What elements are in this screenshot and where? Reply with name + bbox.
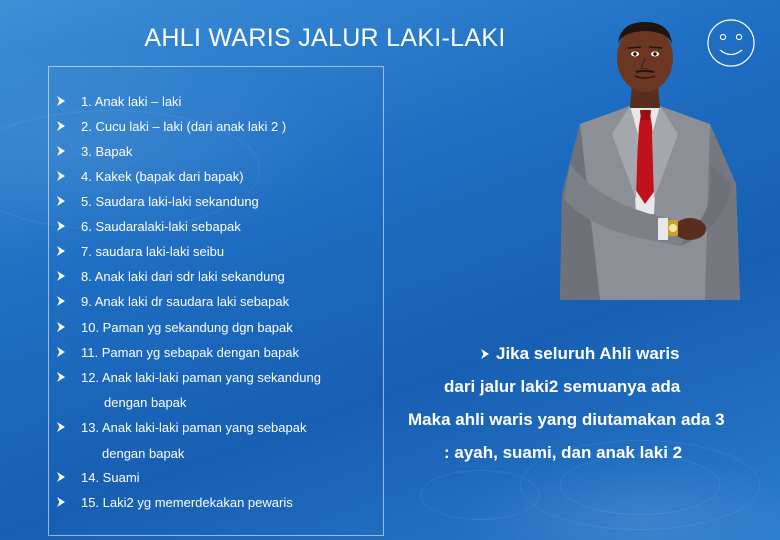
list-item-text: 11. Paman yg sebapak dengan bapak [81,345,300,360]
list-item-text: 4. Kakek (bapak dari bapak) [81,169,244,184]
list-item-text: 5. Saudara laki-laki sekandung [81,194,259,209]
arrowhead-bullet-icon [56,471,66,483]
list-item-text: 12. Anak laki-laki paman yang sekandung [81,370,321,385]
arrowhead-bullet-icon [56,496,66,508]
arrowhead-bullet-icon [56,321,66,333]
list-item-text: 7. saudara laki-laki seibu [81,244,225,259]
list-item-text: 3. Bapak [81,144,133,159]
arrowhead-bullet-icon [56,170,66,182]
list-item-text: 13. Anak laki-laki paman yang sebapak [81,420,307,435]
arrowhead-bullet-icon [56,220,66,232]
water-ripple [420,470,540,520]
list-item-text: 6. Saudaralaki-laki sebapak [81,219,241,234]
note-line-2: dari jalur laki2 semuanya ada [444,377,681,396]
list-item-text: 14. Suami [81,470,140,485]
list-item-continuation: dengan bapak [104,395,187,410]
arrowhead-bullet-icon [480,348,490,360]
arrowhead-bullet-icon [56,245,66,257]
note-line-3: Maka ahli waris yang diutamakan ada 3 [408,410,725,429]
list-item-text: 15. Laki2 yg memerdekakan pewaris [81,495,293,510]
list-item-text: 2. Cucu laki – laki (dari anak laki 2 ) [81,119,287,134]
note-line-4: : ayah, suami, dan anak laki 2 [444,443,683,462]
slide-title: AHLI WARIS JALUR LAKI-LAKI [144,24,506,52]
list-item-text: 1. Anak laki – laki [81,94,182,109]
arrowhead-bullet-icon [56,346,66,358]
list-item-text: 9. Anak laki dr saudara laki sebapak [81,294,290,309]
water-ripple [560,455,720,515]
arrowhead-bullet-icon [56,371,66,383]
arrowhead-bullet-icon [56,270,66,282]
arrowhead-bullet-icon [56,120,66,132]
note-line-1: Jika seluruh Ahli waris [496,344,680,363]
list-item-text: 10. Paman yg sekandung dgn bapak [81,320,293,335]
arrowhead-bullet-icon [56,295,66,307]
arrowhead-bullet-icon [56,95,66,107]
arrowhead-bullet-icon [56,421,66,433]
arrowhead-bullet-icon [56,195,66,207]
list-item-text: 8. Anak laki dari sdr laki sekandung [81,269,285,284]
businessman-clipart [540,14,750,300]
arrowhead-bullet-icon [56,145,66,157]
list-item-continuation: dengan bapak [102,446,185,461]
